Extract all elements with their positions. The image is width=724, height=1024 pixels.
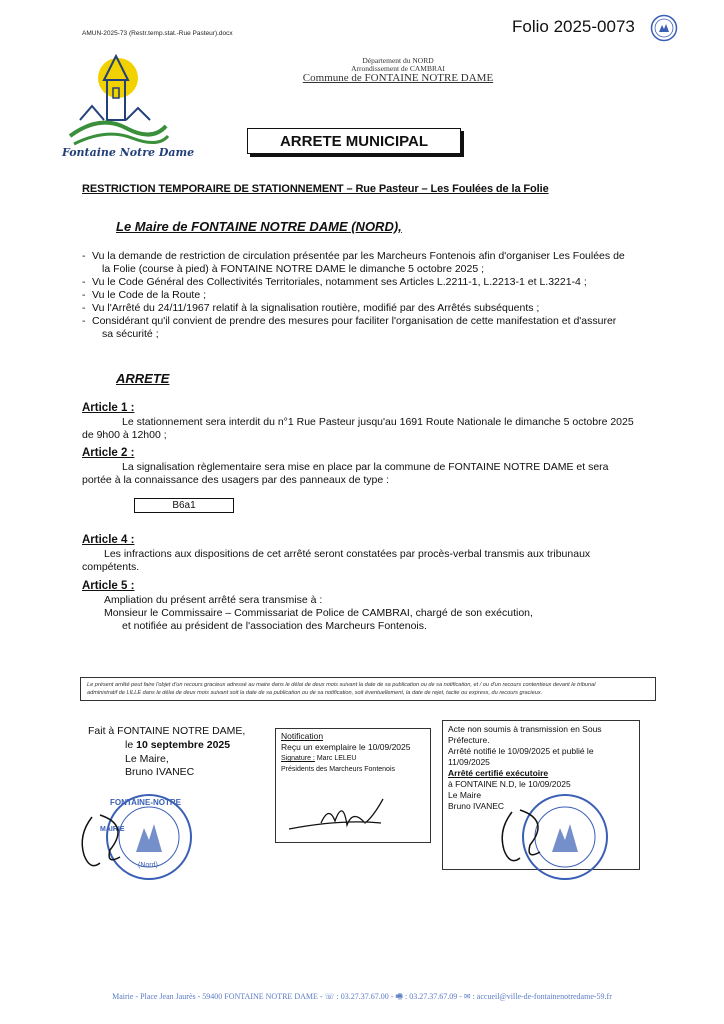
document-filename: AMUN-2025-73 (Restr.temp.stat.-Rue Pasteur).docx bbox=[82, 30, 233, 37]
article-1-title: Article 1 : bbox=[82, 402, 135, 414]
article-2-body: La signalisation règlementaire sera mise en place par la commune de FONTAINE NOTRE DAME et sera portée à la connaissance des usagers par des panneaux de type : bbox=[82, 461, 609, 486]
article-2-title: Article 2 : bbox=[82, 447, 135, 459]
arrondissement-label: Arrondissement de CAMBRAI bbox=[351, 64, 445, 73]
acte-line-1: Acte non soumis à transmission en Sous Préfecture. bbox=[448, 724, 602, 745]
acte-role: Le Maire bbox=[448, 790, 482, 800]
notification-box bbox=[275, 728, 431, 843]
notification-title: Notification bbox=[281, 731, 324, 741]
signature-place: Fait à FONTAINE NOTRE DAME, bbox=[88, 725, 246, 737]
signature-name: Bruno IVANEC bbox=[125, 766, 195, 778]
article-5-body: Ampliation du présent arrêté sera transmise à : Monsieur le Commissaire – Commissariat de Police de CAMBRAI, chargé de son exécution, et notifiée au président de l'association des Marcheurs Fontenois. bbox=[104, 594, 533, 632]
notification-signature: Signature : Marc LELEU bbox=[281, 755, 357, 762]
seal-left-text: MAIRIE bbox=[100, 826, 125, 833]
maire-heading: Le Maire de FONTAINE NOTRE DAME (NORD), bbox=[116, 219, 402, 234]
document-title: ARRETE MUNICIPAL bbox=[247, 128, 461, 154]
notification-received: Reçu un exemplaire le 10/09/2025 bbox=[281, 742, 411, 752]
article-5-title: Article 5 : bbox=[82, 580, 135, 592]
sign-panel-type: B6a1 bbox=[134, 498, 234, 513]
vu-item: - Vu le Code de la Route ; bbox=[82, 289, 207, 301]
seal-bottom-text: (Nord) bbox=[138, 862, 158, 869]
receiver-signature-icon bbox=[281, 779, 421, 839]
folio-stamp-icon bbox=[650, 14, 678, 42]
notification-role: Présidents des Marcheurs Fontenois bbox=[281, 766, 395, 773]
department-label: Département du NORD bbox=[362, 56, 434, 65]
commune-label: Commune de FONTAINE NOTRE DAME bbox=[302, 72, 494, 84]
vu-item: - Vu la demande de restriction de circulation présentée par les Marcheurs Fontenois afin d'organiser Les Foulées de la Folie (course à pied) à FONTAINE NOTRE DAME le dimanche 5 octobre 2025 ; bbox=[82, 250, 625, 275]
article-4-title: Article 4 : bbox=[82, 534, 135, 546]
footer-contact: Mairie - Place Jean Jaurès - 59400 FONTAINE NOTRE DAME - ☏ : 03.27.37.67.00 - 🖷 : 03.27.37.67.09 - ✉ : accueil@ville-de-fontainenotredame-59.fr bbox=[112, 992, 612, 1001]
arrete-heading: ARRETE bbox=[116, 371, 170, 386]
acte-name: Bruno IVANEC bbox=[448, 801, 505, 811]
folio-number: Folio 2025-0073 bbox=[512, 17, 635, 36]
acte-line-4: à FONTAINE N.D, le 10/09/2025 bbox=[448, 779, 571, 789]
seal-top-text: FONTAINE-NOTRE bbox=[110, 798, 181, 807]
legal-notice: Le présent arrêté peut faire l'objet d'un recours gracieux adressé au maire dans le délai de deux mois suivant la date de sa publication ou de sa notification, et / ou d'un recours contentieux devant le tribunal administratif de LILLE dans le délai de deux mois suivant soit la date de sa publication ou de sa notification, soit éventuellement, la date de rejet, tacite ou express, du recours gracieux. bbox=[80, 677, 656, 701]
acte-certified: Arrêté certifié exécutoire bbox=[448, 768, 549, 778]
mayor-signature-icon-2 bbox=[490, 800, 600, 880]
logo-caption: Fontaine Notre Dame bbox=[62, 146, 195, 159]
article-4-body: Les infractions aux dispositions de cet arrêté seront constatées par procès-verbal transmis aux tribunaux compétents. bbox=[82, 548, 591, 573]
vu-item: - Vu le Code Général des Collectivités Territoriales, notamment ses Articles L.2211-1, L.2213-1 et L.3221-4 ; bbox=[82, 276, 587, 288]
vu-item: - Considérant qu'il convient de prendre des mesures pour faciliter l'organisation de cette manifestation et d'assurer sa sécurité ; bbox=[82, 315, 617, 340]
signature-role: Le Maire, bbox=[125, 753, 169, 765]
subject-line: RESTRICTION TEMPORAIRE DE STATIONNEMENT – Rue Pasteur – Les Foulées de la Folie bbox=[82, 183, 549, 195]
signature-date: le 10 septembre 2025 bbox=[125, 739, 231, 751]
article-1-body: Le stationnement sera interdit du n°1 Rue Pasteur jusqu'au 1691 Route Nationale le dimanche 5 octobre 2025 de 9h00 à 12h00 ; bbox=[82, 416, 634, 441]
acte-line-2: Arrêté notifié le 10/09/2025 et publié le 11/09/2025 bbox=[448, 746, 594, 767]
vu-item: - Vu l'Arrêté du 24/11/1967 relatif à la signalisation routière, modifié par des Arrêtés subséquents ; bbox=[82, 302, 540, 314]
mayor-signature-icon bbox=[70, 805, 180, 885]
